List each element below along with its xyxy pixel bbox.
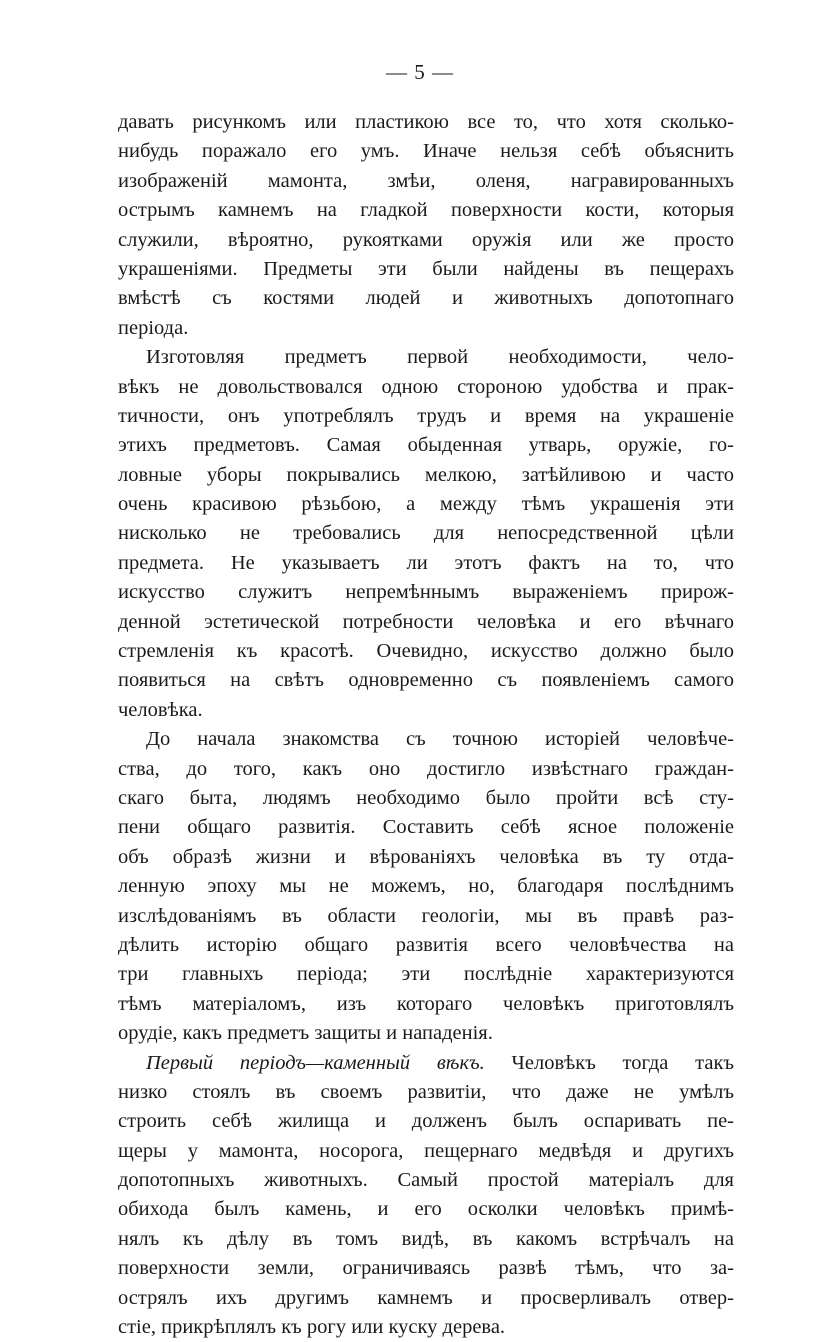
paragraph-3 (118, 725, 734, 1048)
text-line: ленную эпоху мы не можемъ, но, благодаря послѣднимъ (118, 872, 734, 901)
text-line: тѣмъ матеріаломъ, изъ котораго человѣкъ приготовлялъ (118, 990, 734, 1019)
paragraph-2 (118, 343, 734, 725)
text-line: низко стоялъ въ своемъ развитіи, что даже не умѣлъ (118, 1078, 734, 1107)
text-line: До начала знакомства съ точною исторіей человѣче- (118, 725, 734, 754)
text-line: дѣлить исторію общаго развитія всего человѣчества на (118, 931, 734, 960)
text-line: пени общаго развитія. Составить себѣ ясное положеніе (118, 813, 734, 842)
paragraph-4 (118, 1049, 734, 1342)
text-line: вмѣстѣ съ костями людей и животныхъ допотопнаго (118, 284, 734, 313)
text-line: давать рисункомъ или пластикою все то, что хотя сколько- (118, 108, 734, 137)
text-line: три главныхъ періода; эти послѣдніе характеризуются (118, 960, 734, 989)
text-line: изображеній мамонта, змѣи, оленя, награвированныхъ (118, 167, 734, 196)
text-line: щеры у мамонта, носорога, пещернаго медвѣдя и другихъ (118, 1137, 734, 1166)
text-line: острялъ ихъ другимъ камнемъ и просверливалъ отвер- (118, 1284, 734, 1313)
text-line: Изготовляя предметъ первой необходимости, чело- (118, 343, 734, 372)
text-line: орудіе, какъ предметъ защиты и нападенія. (118, 1019, 734, 1048)
text-line: вѣкъ не довольствовался одною стороною удобства и прак- (118, 373, 734, 402)
text-line: очень красивою рѣзьбою, а между тѣмъ украшенія эти (118, 490, 734, 519)
text-line: скаго быта, людямъ необходимо было пройти всѣ сту- (118, 784, 734, 813)
text-line: этихъ предметовъ. Самая обыденная утварь, оружіе, го- (118, 431, 734, 460)
text-line: обихода былъ камень, и его осколки человѣкъ примѣ- (118, 1195, 734, 1224)
text-line: нибудь поражало его умъ. Иначе нельзя себѣ объяснить (118, 137, 734, 166)
text-line: ловные уборы покрывались мелкою, затѣйливою и часто (118, 461, 734, 490)
text-line: ства, до того, какъ оно достигло извѣстнаго граждан- (118, 755, 734, 784)
text-line: появиться на свѣтъ одновременно съ появленіемъ самого (118, 666, 734, 695)
text-line: періода. (118, 314, 734, 343)
text-line: нялъ къ дѣлу въ томъ видѣ, въ какомъ встрѣчалъ на (118, 1225, 734, 1254)
text-line: допотопныхъ животныхъ. Самый простой матеріалъ для (118, 1166, 734, 1195)
text-line: человѣка. (118, 696, 734, 725)
text-run: Человѣкъ тогда такъ (485, 1052, 734, 1074)
text-line: стремленія къ красотѣ. Очевидно, искусство должно было (118, 637, 734, 666)
paragraph-1 (118, 108, 734, 343)
text-line: строить себѣ жилища и долженъ былъ оспаривать пе- (118, 1107, 734, 1136)
body-text (118, 108, 734, 1342)
text-line: искусство служитъ непремѣннымъ выраженіемъ прирож- (118, 578, 734, 607)
text-line: поверхности земли, ограничиваясь развѣ тѣмъ, что за- (118, 1254, 734, 1283)
section-heading-italic: Первый періодъ—каменный вѣкъ. (146, 1052, 485, 1074)
page-number: — 5 — (0, 60, 840, 85)
text-line: предмета. Не указываетъ ли этотъ фактъ на то, что (118, 549, 734, 578)
text-line: острымъ камнемъ на гладкой поверхности кости, которыя (118, 196, 734, 225)
text-line: стіе, прикрѣплялъ къ рогу или куску дерева. (118, 1313, 734, 1342)
text-line: служили, вѣроятно, рукоятками оружія или же просто (118, 226, 734, 255)
text-line: изслѣдованіямъ въ области геологіи, мы въ правѣ раз- (118, 902, 734, 931)
text-line-with-heading (118, 1049, 734, 1078)
text-line: объ образѣ жизни и вѣрованіяхъ человѣка въ ту отда- (118, 843, 734, 872)
text-line: нисколько не требовались для непосредственной цѣли (118, 519, 734, 548)
text-line: тичности, онъ употреблялъ трудъ и время на украшеніе (118, 402, 734, 431)
text-line: украшеніями. Предметы эти были найдены въ пещерахъ (118, 255, 734, 284)
text-line: денной эстетической потребности человѣка и его вѣчнаго (118, 608, 734, 637)
